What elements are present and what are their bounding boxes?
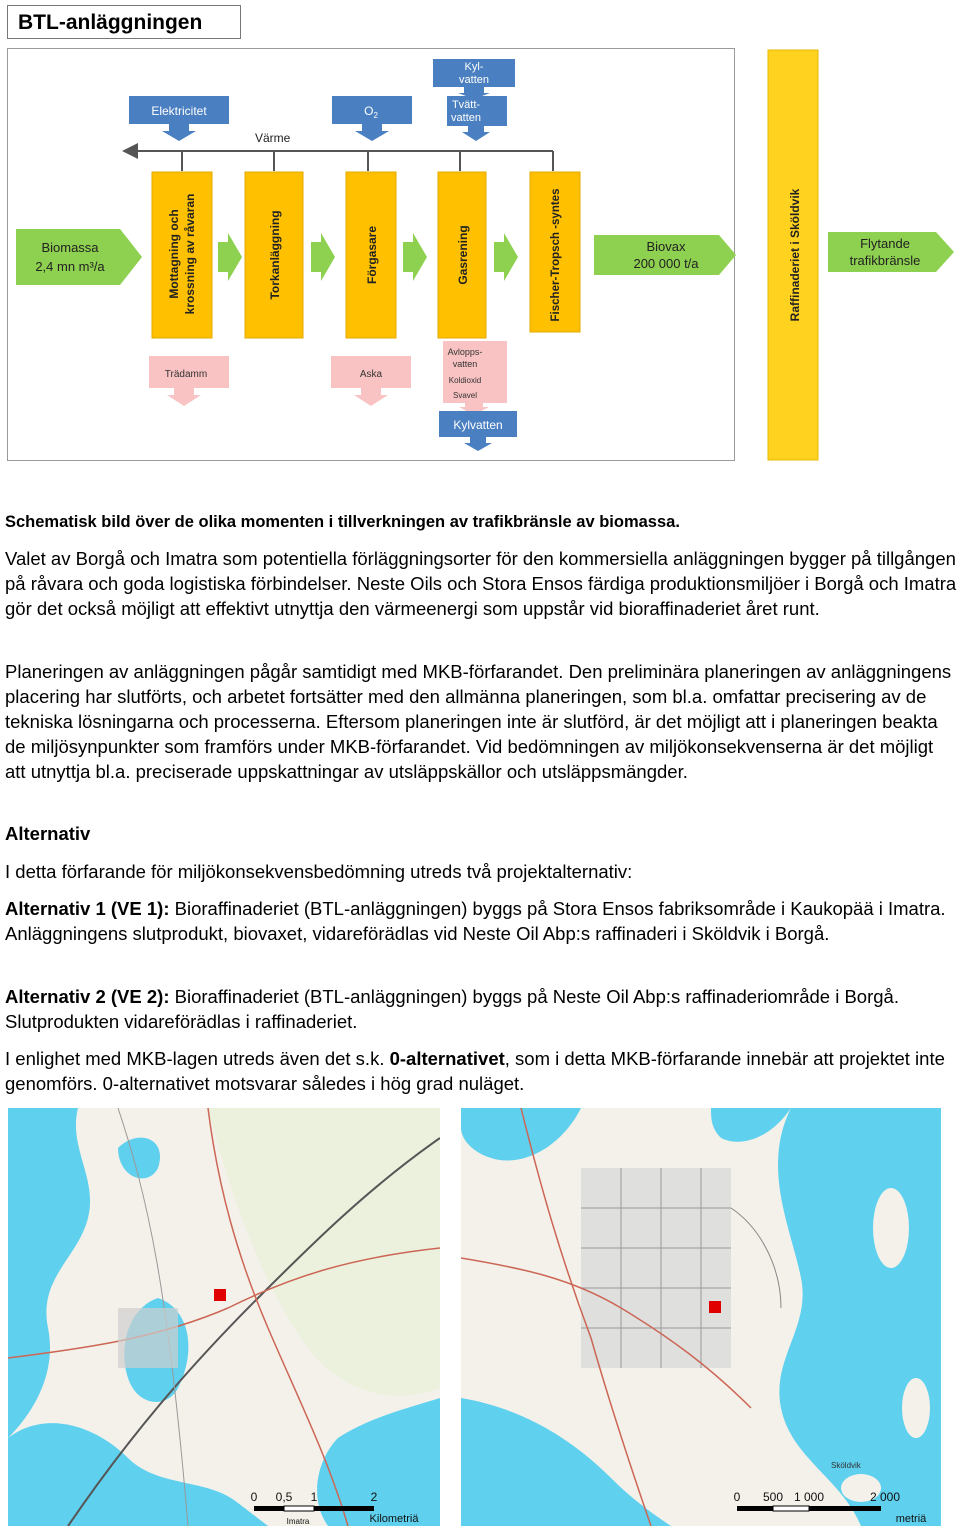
tradamm-label: Trädamm: [164, 369, 208, 380]
paragraph-2: Planeringen av anläggningen pågår samtidigt med MKB-förfarandet. Den preliminära planeringen av anläggningens placering har slutförts, och arbetet fortsätter med den allmänna planeringen, som bl.a. omfattar precisering av de tekniska lösningarna och processerna. Eftersom planeringen inte är slutförd, är det möjligt att i planeringen beakta de miljösynpunkter som framförs under MKB-förfarandet. Vid bedömningen av miljökonsekvenserna är det möjligt att utnyttja bl.a. preciserade uppskattningar av utsläppskällor och utsläppsmängder.: [5, 661, 952, 782]
scale-seg-1: [254, 1506, 284, 1511]
refinery-area: [581, 1168, 731, 1368]
scale-seg-3: [314, 1506, 374, 1511]
stage-gasrening-label: Gasrening: [456, 225, 470, 285]
paragraph-3: I detta förfarande för miljökonsekvensbedömning utreds två projektalternativ:: [5, 861, 633, 882]
refinery-label: Raffinaderiet i Sköldvik: [788, 188, 802, 322]
scale-seg-2: [773, 1506, 809, 1511]
biomassa-label-1: Biomassa: [41, 240, 99, 255]
koldioxid-label: Koldioxid: [448, 376, 482, 385]
kylvatten-input-label-1: Kyl-: [464, 61, 484, 73]
stage-mottagning-label-1: Mottagning och: [167, 209, 181, 299]
aska-arrow: [354, 388, 388, 406]
alternativ-1-paragraph: [5, 896, 957, 946]
stage-mottagning-label-2: krossning av råvaran: [183, 193, 197, 315]
industrial-area: [118, 1308, 178, 1368]
refinery-section: [740, 48, 958, 466]
product-label-2: trafikbränsle: [849, 253, 921, 268]
map-imatra: [8, 1108, 440, 1526]
flow-arrow-2: [311, 233, 335, 281]
scale-seg-1: [737, 1506, 773, 1511]
place-label: Sköldvik: [831, 1461, 861, 1470]
biomassa-arrow: [16, 229, 142, 285]
tvattvatten-arrow: [462, 126, 490, 141]
process-diagram-svg: [8, 49, 736, 462]
elektricitet-arrow: [162, 124, 196, 141]
svavel-label: Svavel: [452, 391, 478, 400]
map-imatra-svg: [8, 1108, 440, 1526]
map-borga-svg: [461, 1108, 941, 1526]
tradamm-arrow: [167, 388, 201, 406]
island-1: [873, 1188, 909, 1268]
site-marker-imatra: [214, 1289, 226, 1301]
flow-arrow-3: [403, 233, 427, 281]
kylvatten-input-label-2: vatten: [459, 74, 489, 86]
map-borga: [461, 1108, 941, 1526]
section-heading: BTL-anläggningen: [7, 5, 241, 39]
scale-label-2: 2: [370, 1490, 378, 1504]
alternativ-2-paragraph: [5, 984, 957, 1034]
varme-label: Värme: [255, 131, 291, 145]
tvattvatten-label-1: Tvätt-: [451, 99, 481, 111]
scale-label-05: 0,5: [275, 1490, 293, 1504]
scale-unit: Kilometriä: [369, 1513, 419, 1525]
stage-torkanlaggning-label: Torkanläggning: [268, 210, 282, 300]
site-marker-borga: [709, 1301, 721, 1313]
o2-label: $O_2$: [364, 104, 378, 120]
avlopp-label-2: vatten: [452, 359, 478, 369]
map-footer-label: Imatra: [286, 1517, 310, 1526]
stage-fischer-tropsch-label: Fischer-Tropsch -syntes: [550, 188, 562, 322]
paragraph-4: I enlighet med MKB-lagen utreds även det s.k. 0-alternativet, som i detta MKB-förfarande innebär att projektet inte genomförs. 0-alternativet motsvarar således i hög grad nuläget.: [5, 1048, 945, 1094]
tvattvatten-label-2: vatten: [451, 112, 481, 124]
avlopp-label-1: Avlopps-: [447, 347, 483, 357]
scale-seg-2: [284, 1506, 314, 1511]
flow-arrow-1: [218, 233, 242, 281]
o2-arrow: [355, 124, 389, 141]
kylvatten-output-arrow: [464, 437, 492, 451]
process-diagram: [7, 48, 735, 461]
elektricitet-label: Elektricitet: [151, 104, 207, 118]
island-2: [902, 1378, 930, 1438]
stage-mottagning: [152, 172, 212, 338]
scale-label-500: 500: [762, 1490, 784, 1504]
alternativ-2-label: Alternativ 2 (VE 2):: [5, 986, 170, 1007]
scale-label-0: 0: [733, 1490, 741, 1504]
alternativ-1-label: Alternativ 1 (VE 1):: [5, 898, 170, 919]
scale-label-0: 0: [250, 1490, 258, 1504]
alternativ-heading: Alternativ: [5, 823, 91, 844]
scale-unit: metriä: [895, 1513, 927, 1525]
scale-label-1: 1: [310, 1490, 318, 1504]
stage-forgasare-label: Förgasare: [365, 225, 379, 285]
paragraph-1: Valet av Borgå och Imatra som potentiella förläggningsorter för den kommersiella anläggningen bygger på tillgången på råvara och goda logistiska förbindelser. Neste Oils och Stora Ensos färdiga produktionsmiljöer i Borgå och Imatra gör det också möjligt att effektivt utnyttja den värmeenergi som uppstår vid bioraffinaderiet året runt.: [5, 548, 957, 619]
flow-arrow-4: [494, 233, 518, 281]
figure-caption: Schematisk bild över de olika momenten i tillverkningen av trafikbränsle av biomassa.: [5, 513, 680, 531]
biovax-label-2: 200 000 t/a: [633, 256, 699, 271]
biovax-label-1: Biovax: [646, 239, 686, 254]
alternativ-1-text: Bioraffinaderiet (BTL-anläggningen) byggs på Stora Ensos fabriksområde i Kaukopää i Imatra. Anläggningens slutprodukt, biovaxet, vidareförädlas vid Neste Oil Abp:s raffinaderi i Sköldvik i Borgå.: [5, 898, 946, 944]
product-label-1: Flytande: [860, 236, 910, 251]
scale-label-2000: 2 000: [869, 1490, 901, 1504]
scale-seg-3: [809, 1506, 881, 1511]
scale-label-1000: 1 000: [793, 1490, 825, 1504]
biomassa-label-2: 2,4 mn m³/a: [35, 259, 105, 274]
zero-alternative: 0-alternativet: [389, 1048, 505, 1069]
kylvatten-output-label: Kylvatten: [453, 418, 503, 432]
alternativ-2-text: Bioraffinaderiet (BTL-anläggningen) byggs på Neste Oil Abp:s raffinaderiområde i Borgå. Slutprodukten vidareförädlas i raffinaderiet.: [5, 986, 899, 1032]
aska-label: Aska: [359, 369, 383, 380]
